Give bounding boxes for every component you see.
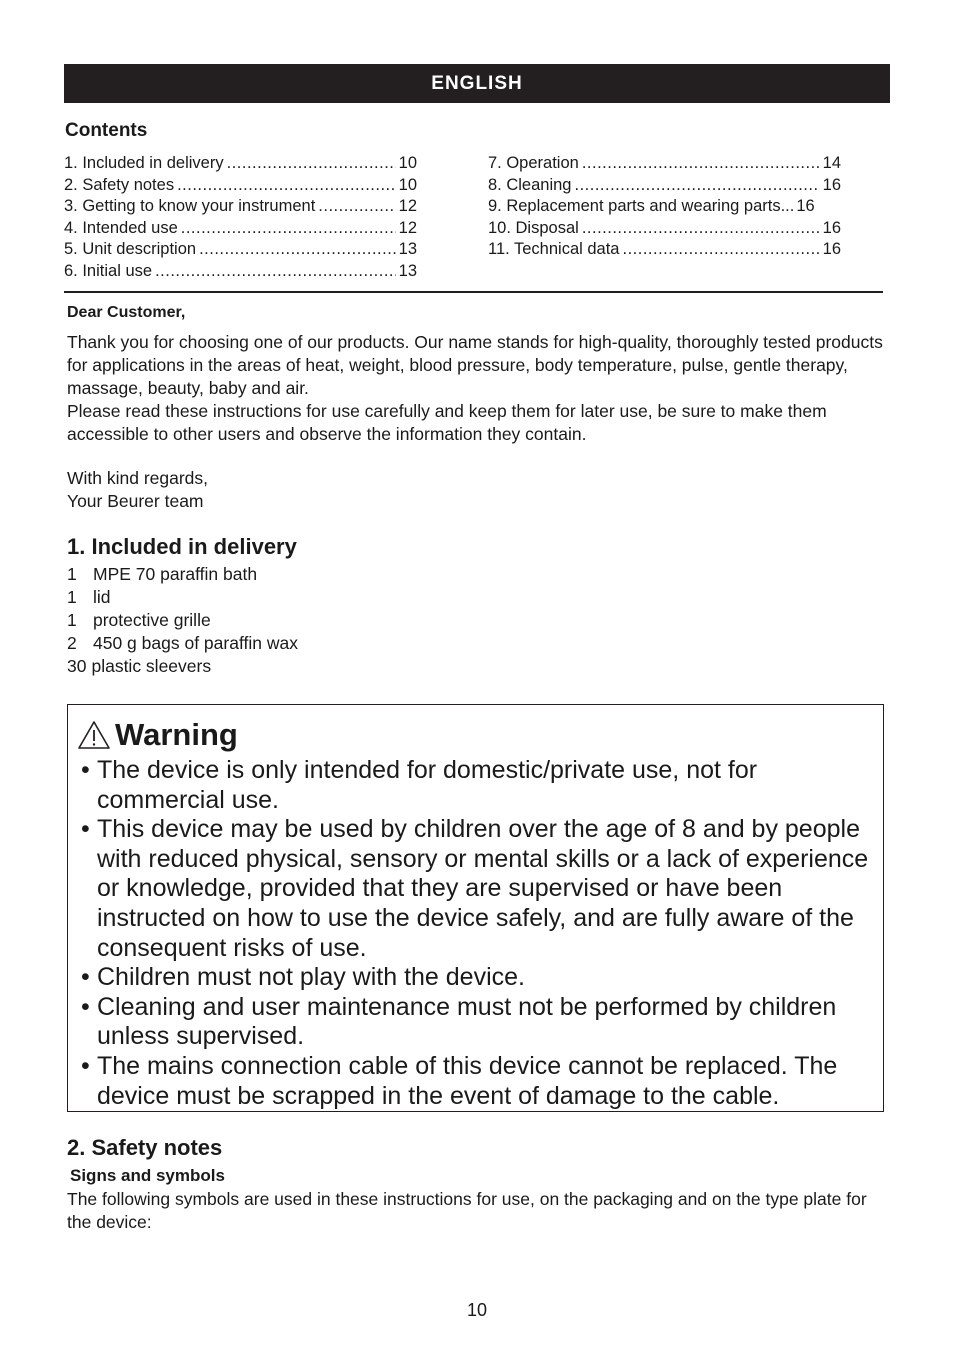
toc-entry-page: 12 — [398, 218, 417, 237]
toc-entry-label: 5. Unit description — [64, 240, 197, 259]
contents-title: Contents — [65, 120, 148, 141]
item-qty: 1 — [67, 587, 77, 607]
warning-title-text: Warning — [115, 717, 238, 752]
toc-entry-label: 4. Intended use — [64, 218, 178, 237]
list-item — [67, 632, 298, 655]
toc-entry-page: 16 — [822, 175, 841, 194]
toc-entry[interactable] — [488, 239, 841, 261]
list-item — [67, 563, 298, 586]
toc-leader — [155, 261, 396, 283]
toc-entry[interactable] — [488, 153, 841, 175]
intro-paragraph-1: Thank you for choosing one of our products. Our name stands for high-quality, thoroughly tested products for applications in the areas of heat, weight, blood pressure, body temperature, pulse, gentle therapy, massage, beauty, baby and air. — [67, 332, 883, 398]
delivery-list — [67, 563, 298, 678]
item-name: protective grille — [93, 610, 211, 630]
toc-entry-label: 9. Replacement parts and wearing parts... — [488, 197, 795, 216]
toc-entry[interactable] — [64, 175, 417, 197]
toc-leader — [582, 218, 820, 240]
warning-triangle-icon — [77, 720, 111, 750]
warning-bullet-text: Children must not play with the device. — [97, 963, 525, 992]
list-item — [67, 586, 298, 609]
toc-right-column — [488, 153, 841, 261]
warning-title — [77, 717, 238, 753]
toc-entry-label: 8. Cleaning — [488, 175, 572, 194]
safety-heading: 2. Safety notes — [67, 1135, 223, 1160]
toc-entry-page: 16 — [796, 197, 815, 216]
toc-entry[interactable] — [488, 218, 841, 240]
toc-left-column — [64, 153, 417, 283]
toc-leader — [177, 175, 396, 197]
toc-entry-page: 13 — [398, 261, 417, 280]
item-name: 450 g bags of paraffin wax — [93, 633, 298, 653]
item-qty: 1 — [67, 610, 77, 630]
page-number: 10 — [466, 1300, 488, 1320]
list-item — [67, 655, 298, 678]
toc-entry-page: 13 — [398, 240, 417, 259]
delivery-heading: 1. Included in delivery — [67, 534, 297, 559]
closing — [67, 467, 208, 513]
warning-box — [67, 704, 884, 1112]
toc-entry-label: 7. Operation — [488, 154, 579, 172]
toc-entry-label: 2. Safety notes — [64, 175, 175, 194]
toc-leader — [199, 239, 396, 261]
toc-entry-label: 10. Disposal — [488, 218, 579, 237]
warning-bullet: • The device is only intended for domestic/private use, not for commercial use. — [81, 756, 758, 814]
toc-entry[interactable] — [64, 153, 417, 175]
toc-entry-page: 16 — [822, 240, 841, 259]
section-divider — [64, 291, 883, 293]
language-header: ENGLISH — [64, 64, 890, 103]
warning-bullet: • The mains connection cable of this device cannot be replaced. The device must be scrapped in the event of damage to the cable. — [81, 1051, 838, 1110]
intro-text — [67, 331, 897, 446]
signs-text: The following symbols are used in these instructions for use, on the packaging and on the type plate for the device: — [67, 1189, 867, 1232]
greeting: Dear Customer, — [67, 304, 186, 321]
toc-leader — [582, 153, 820, 175]
toc-leader — [318, 196, 395, 218]
toc-entry[interactable] — [64, 196, 417, 218]
toc-leader — [622, 239, 819, 261]
toc-entry[interactable] — [64, 218, 417, 240]
intro-paragraph-2: Please read these instructions for use carefully and keep them for later use, be sure to make them accessible to other users and observe the information they contain. — [67, 401, 827, 444]
toc-entry[interactable] — [64, 261, 417, 283]
toc-entry-label: 3. Getting to know your instrument — [64, 197, 316, 216]
warning-bullet: • This device may be used by children over the age of 8 and by people with reduced physical, sensory or mental skills or a lack of experience or knowledge, provided that they are supervised or have been instructed on how to use the device safely, and are fully aware of the consequent risks of use. — [81, 815, 869, 962]
toc-entry-label: 6. Initial use — [64, 261, 153, 280]
toc-entry-label: 11. Technical data — [488, 240, 620, 259]
toc-entry-label: 1. Included in delivery — [64, 154, 224, 172]
toc-entry[interactable] — [488, 196, 841, 218]
item-qty: 2 — [67, 633, 77, 653]
toc-leader — [574, 175, 819, 197]
warning-bullet-text: Cleaning and user maintenance must not be performed by children unless supervised. — [97, 992, 837, 1051]
toc-entry-page: 10 — [398, 175, 417, 194]
item-name: MPE 70 paraffin bath — [93, 564, 258, 584]
item-name: lid — [93, 587, 111, 607]
warning-bullet-text: The mains connection cable of this device cannot be replaced. The device must be scrapped in the event of damage to the cable. — [97, 1051, 838, 1110]
toc-entry-page: 14 — [822, 154, 841, 172]
closing-line-1: With kind regards, — [67, 468, 209, 488]
item-qty: 1 — [67, 564, 77, 584]
toc-entry[interactable] — [64, 239, 417, 261]
closing-line-2: Your Beurer team — [67, 491, 204, 511]
toc-entry[interactable] — [488, 175, 841, 197]
warning-bullet: • Children must not play with the device. — [81, 963, 525, 992]
warning-bullet: • Cleaning and user maintenance must not be performed by children unless supervised. — [81, 992, 837, 1051]
item-name: plastic sleevers — [91, 656, 212, 676]
signs-subheading: Signs and symbols — [70, 1166, 225, 1185]
toc-leader — [181, 218, 396, 240]
toc-entry-page: 12 — [398, 197, 417, 216]
item-qty: 30 — [67, 656, 87, 676]
list-item — [67, 609, 298, 632]
warning-list — [81, 756, 881, 1111]
warning-bullet-text: This device may be used by children over the age of 8 and by people with reduced physical, sensory or mental skills or a lack of experience or knowledge, provided that they are supervised or have been instructed on how to use the device safely, and are fully aware of the consequent risks of use. — [97, 815, 869, 962]
toc-entry-page: 16 — [822, 218, 841, 237]
warning-bullet-text: The device is only intended for domestic/private use, not for commercial use. — [97, 756, 758, 814]
toc-entry-page: 10 — [398, 154, 417, 172]
toc-leader — [227, 153, 396, 175]
